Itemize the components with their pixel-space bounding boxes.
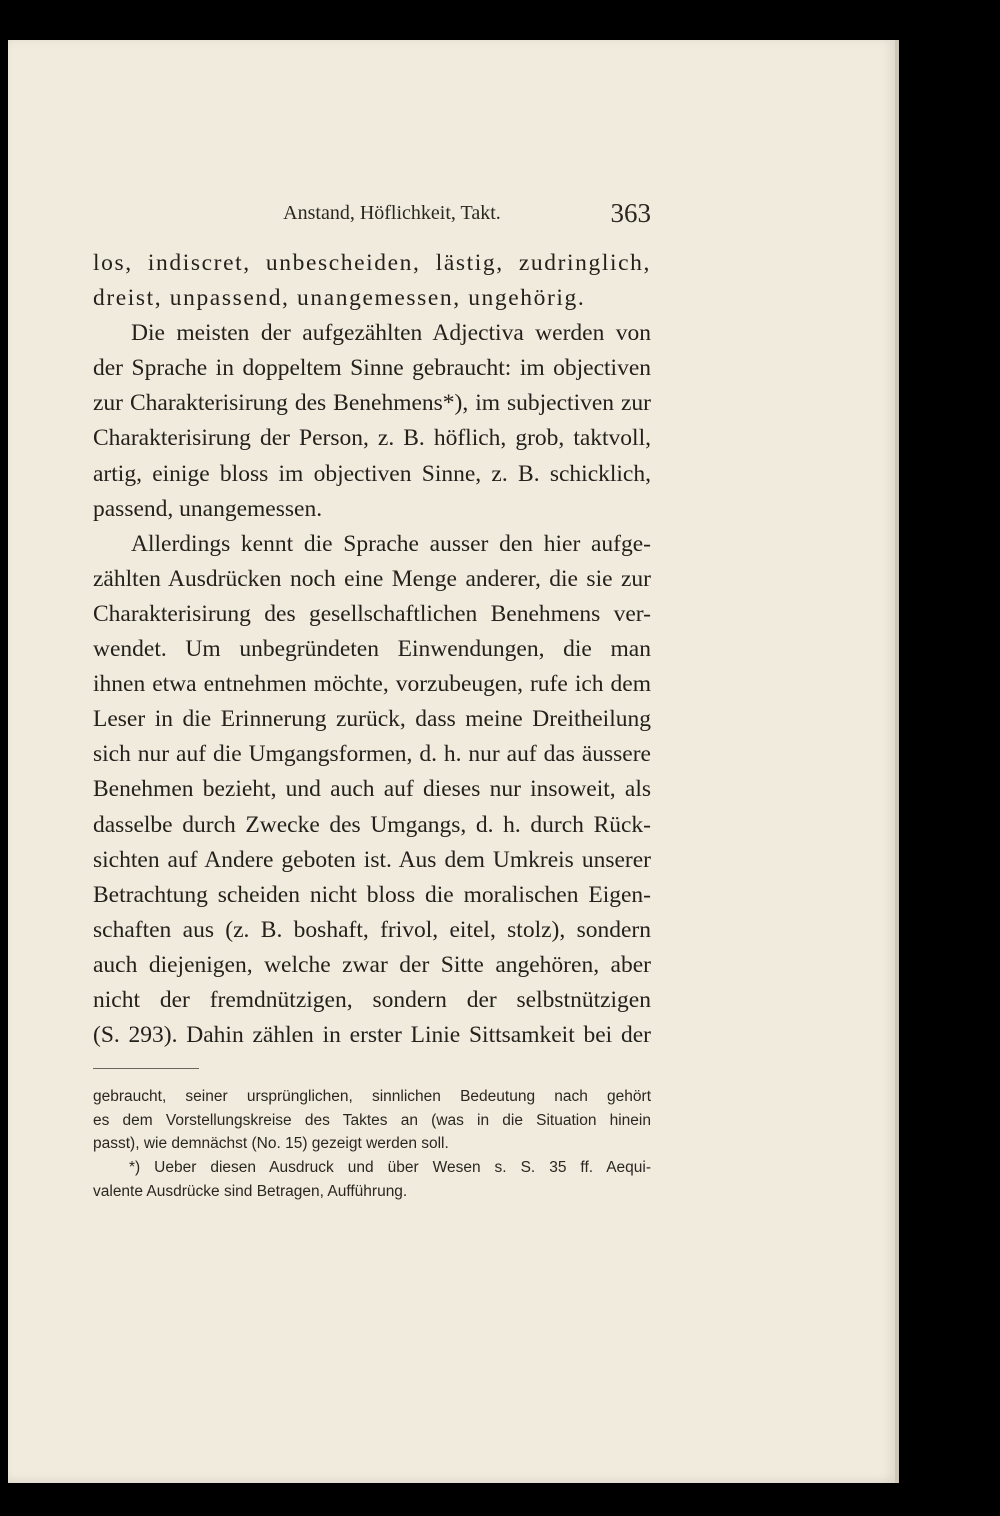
footnote-line: passt), wie demnächst (No. 15) gezeigt werden soll. [93,1135,449,1153]
main-text [93,246,651,1053]
text-line: Leser in die Erinnerung zurück, dass meine Dreitheilung [93,706,651,733]
text-line: Die meisten der aufgezählten Adjectiva werden von [131,320,651,347]
text-line: auch diejenigen, welche zwar der Sitte angehören, aber [93,951,651,978]
running-head-title: Anstand, Höflichkeit, Takt. [283,202,501,224]
page-number: 363 [610,198,651,228]
text-line: sich nur auf die Umgangsformen, d. h. nur auf das äussere [93,741,651,768]
text-line: Allerdings kennt die Sprache ausser den hier aufge- [131,530,651,557]
footnote-line: *) Ueber diesen Ausdruck und über Wesen s. S. 35 ff. Aequi- [129,1159,651,1177]
text-line: Charakterisirung des gesellschaftlichen Benehmens ver- [93,600,651,627]
page-edge [895,40,899,1483]
text-line: schaften aus (z. B. boshaft, frivol, eitel, stolz), sondern [93,916,651,943]
footnotes [93,1085,651,1203]
footnote-line: gebraucht, seiner ursprünglichen, sinnlichen Bedeutung nach gehört [93,1088,651,1105]
footnote-line: valente Ausdrücke sind Betragen, Aufführung. [93,1182,408,1200]
text-line: passend, unangemessen. [93,495,323,522]
text-line: wendet. Um unbegründeten Einwendungen, die man [93,636,651,663]
text-line: der Sprache in doppeltem Sinne gebraucht: im objectiven [93,355,651,382]
text-line: dreist, unpassend, unangemessen, ungehörig. [93,285,586,312]
text-line: zählten Ausdrücken noch eine Menge anderer, die sie zur [93,565,651,592]
footnote-separator [93,1068,199,1069]
text-line: Betrachtung scheiden nicht bloss die moralischen Eigen- [93,881,651,908]
text-line: sichten auf Andere geboten ist. Aus dem Umkreis unserer [93,846,651,873]
text-line: dasselbe durch Zwecke des Umgangs, d. h. durch Rück- [93,811,651,838]
text-line: nicht der fremdnützigen, sondern der selbstnützigen [93,986,651,1013]
footnote-line: es dem Vorstellungskreise des Taktes an (was in die Situation hinein [93,1111,651,1129]
text-line: ihnen etwa entnehmen möchte, vorzubeugen, rufe ich dem [93,671,651,698]
text-line: (S. 293). Dahin zählen in erster Linie Sittsamkeit bei der [93,1022,651,1049]
running-head [93,198,651,232]
text-line: los, indiscret, unbescheiden, lästig, zudringlich, [93,250,651,276]
text-line: artig, einige bloss im objectiven Sinne, z. B. schicklich, [93,460,651,487]
text-line: Charakterisirung der Person, z. B. höflich, grob, taktvoll, [93,425,651,452]
text-line: Benehmen bezieht, und auch auf dieses nur insoweit, als [93,776,651,803]
text-line: zur Charakterisirung des Benehmens*), im subjectiven zur [93,390,651,417]
